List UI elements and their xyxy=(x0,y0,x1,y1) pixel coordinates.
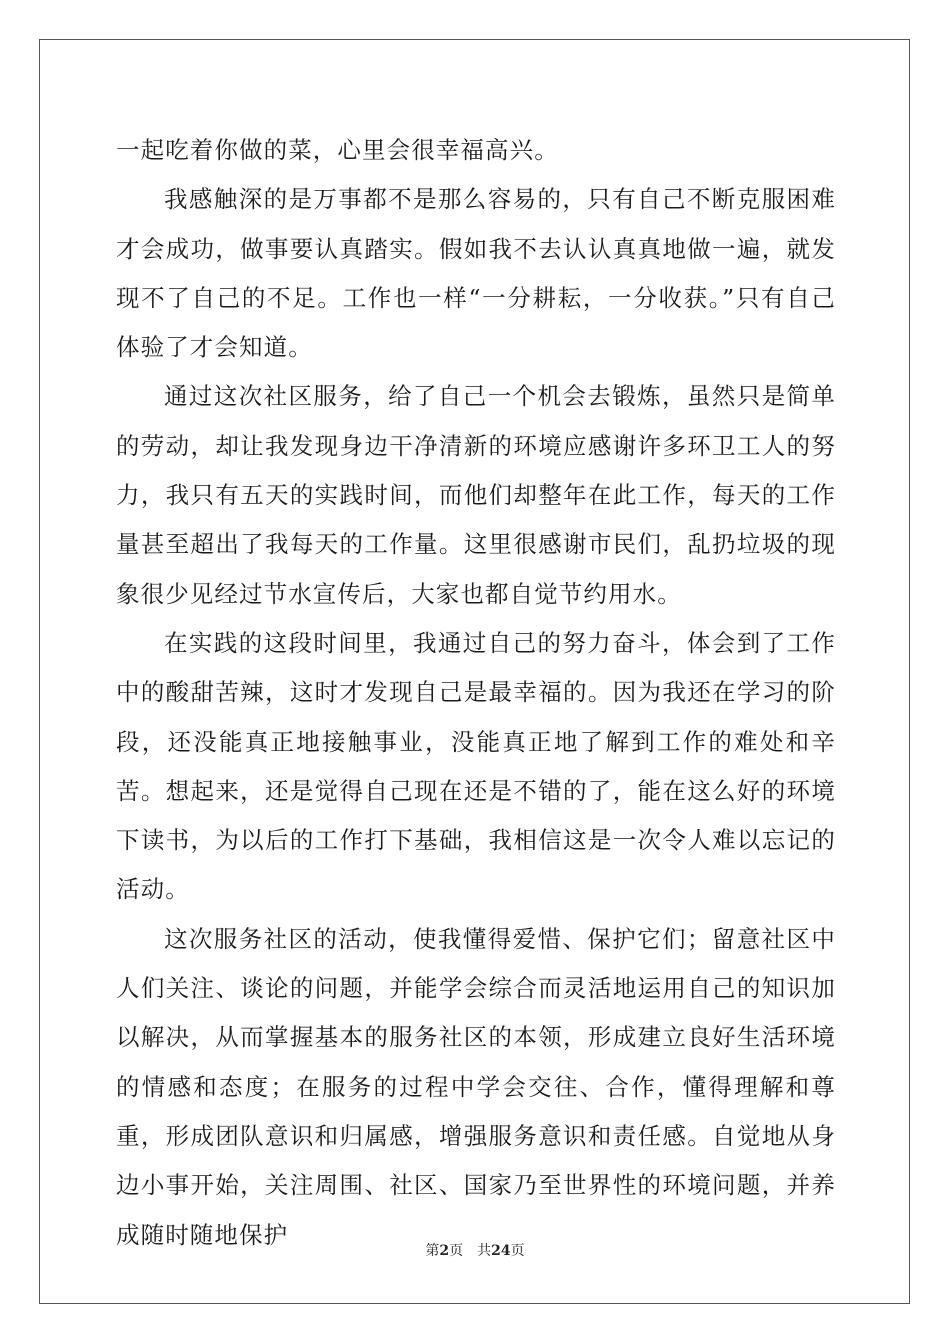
page-suffix: 页 xyxy=(449,1243,464,1259)
paragraph-3: 通过这次社区服务，给了自己一个机会去锻炼，虽然只是简单的劳动，却让我发现身边干净清新的环境应感谢许多环卫工人的努力，我只有五天的实践时间，而他们却整年在此工作，每天的工作量甚至超出了我每天的工作量。这里很感谢市民们，乱扔垃圾的现象很少见经过节水宣传后，大家也都自觉节约用水。 xyxy=(116,382,836,608)
paragraph-2: 我感触深的是万事都不是那么容易的，只有自己不断克服困难才会成功，做事要认真踏实。假如我不去认认真真地做一遍，就发现不了自己的不足。工作也一样“一分耕耘，一分收获。”只有自己体验了才会知道。 xyxy=(116,185,836,362)
paragraph-5: 这次服务社区的活动，使我懂得爱惜、保护它们；留意社区中人们关注、谈论的问题，并能学会综合而灵活地运用自己的知识加以解决，从而掌握基本的服务社区的本领，形成建立良好生活环境的情感和态度；在服务的过程中学会交往、合作，懂得理解和尊重，形成团队意识和归属感，增强服务意识和责任感。自觉地从身边小事开始，关注周围、社区、国家乃至世界性的环境问题，并养成随时随地保护 xyxy=(116,924,836,1249)
page-number: 2 xyxy=(439,1243,450,1259)
paragraph-1: 一起吃着你做的菜，心里会很幸福高兴。 xyxy=(116,136,559,164)
paragraph-4: 在实践的这段时间里，我通过自己的努力奋斗，体会到了工作中的酸甜苦辣，这时才发现自己是最幸福的。因为我还在学习的阶段，还没能真正地接触事业，没能真正地了解到工作的难处和辛苦。想起来，还是觉得自己现在还是不错的了，能在这么好的环境下读书，为以后的工作打下基础，我相信这是一次令人难以忘记的活动。 xyxy=(116,628,836,904)
document-body xyxy=(116,126,836,1260)
page-footer xyxy=(0,1240,950,1260)
page-prefix: 第 xyxy=(425,1243,440,1259)
total-pages: 24 xyxy=(491,1243,511,1259)
total-prefix: 共 xyxy=(477,1243,492,1259)
total-suffix: 页 xyxy=(510,1243,525,1259)
